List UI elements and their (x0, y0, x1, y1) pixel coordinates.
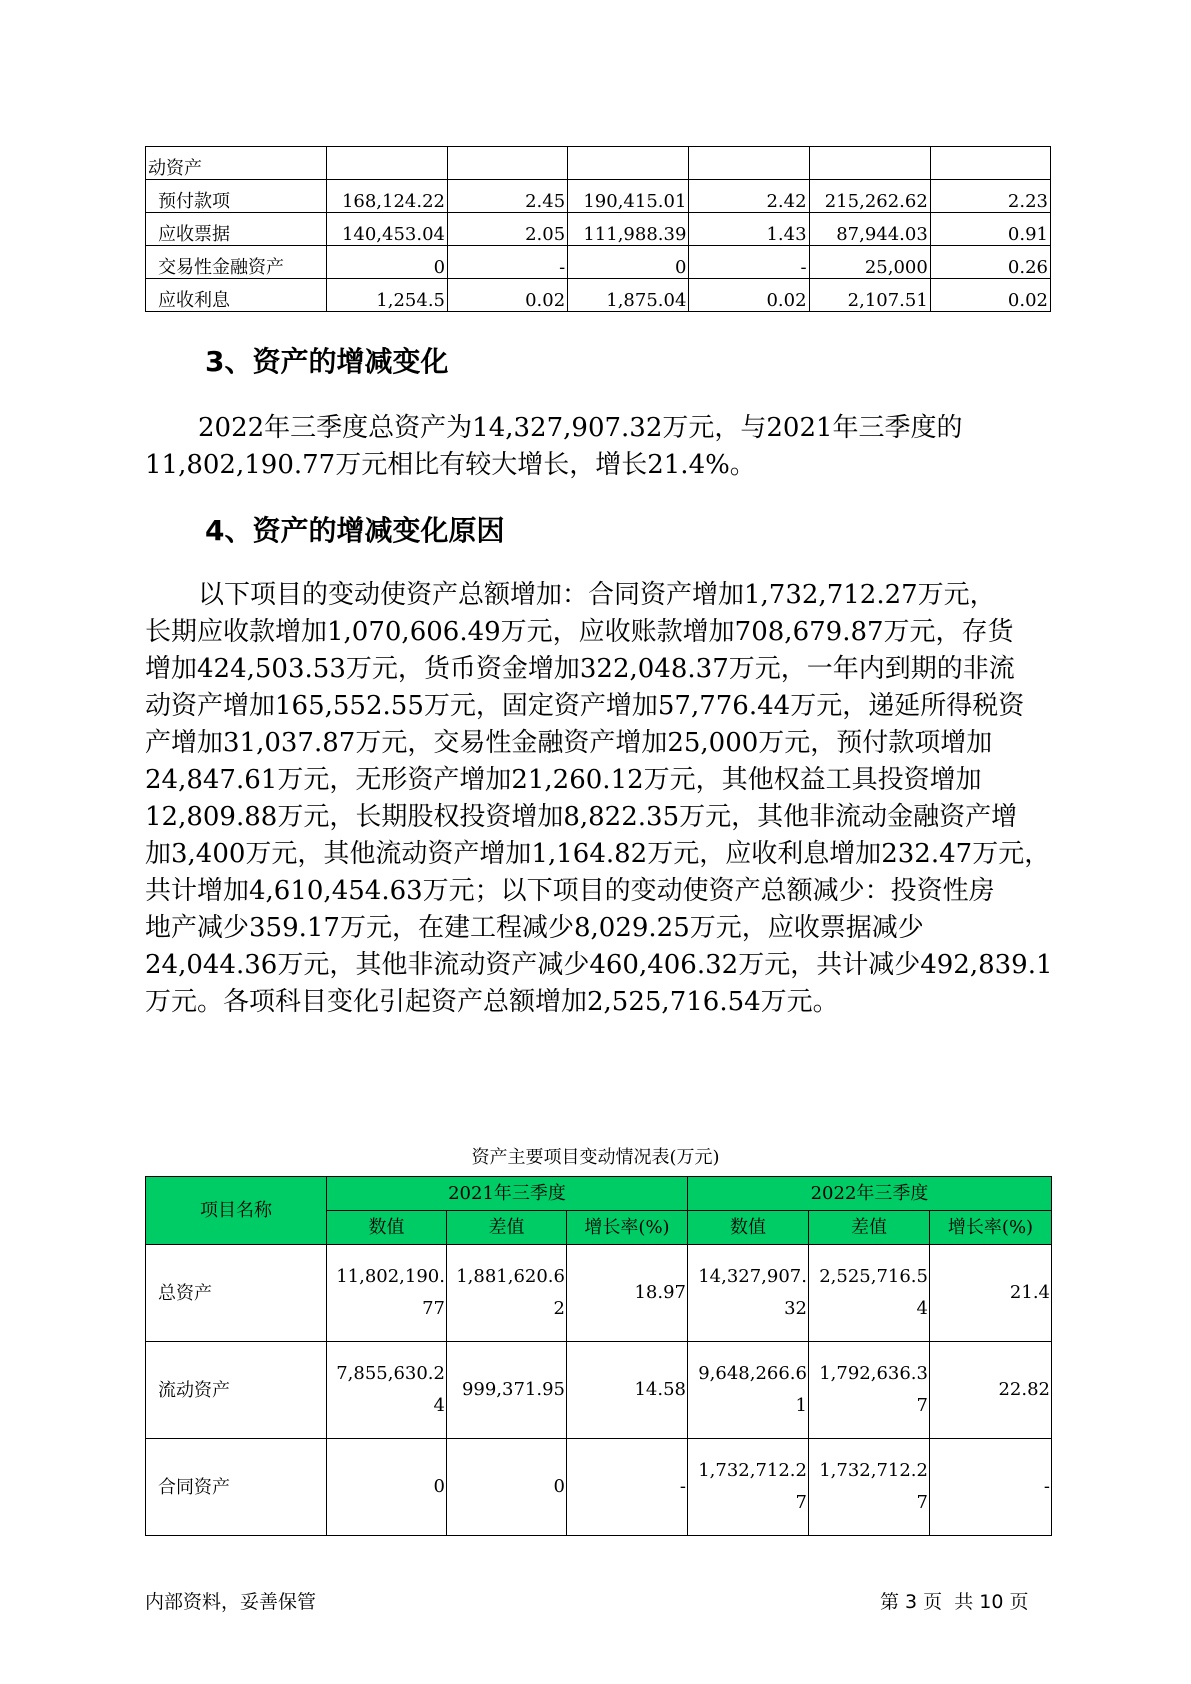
table-row (146, 1245, 1052, 1342)
row-label: 预付款项 (146, 180, 327, 213)
cell: 2.05 (448, 213, 568, 246)
section3-paragraph (145, 410, 1055, 484)
table-row (146, 1342, 1052, 1439)
cell: 0 (326, 246, 447, 279)
cell: - (930, 1439, 1052, 1536)
cell: 22.82 (930, 1342, 1052, 1439)
row-label: 合同资产 (146, 1439, 327, 1536)
header-value: 数值 (327, 1211, 447, 1245)
cell: 1,254.5 (326, 279, 447, 312)
cell (930, 147, 1050, 180)
table-row (146, 213, 1051, 246)
row-label: 交易性金融资产 (146, 246, 327, 279)
row-label: 总资产 (146, 1245, 327, 1342)
cell: 0.02 (930, 279, 1050, 312)
cell: 2.23 (930, 180, 1050, 213)
cell: 1,881,620.62 (447, 1245, 567, 1342)
header-diff: 差值 (809, 1211, 930, 1245)
cell: 1,732,712.27 (809, 1439, 930, 1536)
text-line: 11,802,190.77万元相比有较大增长，增长21.4%。 (145, 450, 756, 480)
cell: 87,944.03 (809, 213, 930, 246)
cell: 1,792,636.37 (809, 1342, 930, 1439)
cell (568, 147, 689, 180)
cell: - (689, 246, 809, 279)
table-row (146, 180, 1051, 213)
cell: 14.58 (567, 1342, 688, 1439)
cell: 21.4 (930, 1245, 1052, 1342)
cell: 0 (327, 1439, 447, 1536)
text-line: 产增加31,037.87万元，交易性金融资产增加25,000万元，预付款项增加 (145, 728, 993, 758)
cell (448, 147, 568, 180)
text-line: 加3,400万元，其他流动资产增加1,164.82万元，应收利息增加232.47万元， (145, 839, 1051, 869)
text-line: 24,044.36万元，其他非流动资产减少460,406.32万元，共计减少492,839.1 (145, 950, 1053, 980)
cell: 0.26 (930, 246, 1050, 279)
table-row (146, 147, 1051, 180)
text-line: 万元。各项科目变化引起资产总额增加2,525,716.54万元。 (145, 987, 839, 1017)
cell: 215,262.62 (809, 180, 930, 213)
cell: 0 (447, 1439, 567, 1536)
cell: 0 (568, 246, 689, 279)
cell: 18.97 (567, 1245, 688, 1342)
cell: 14,327,907.32 (688, 1245, 809, 1342)
text-line: 12,809.88万元，长期股权投资增加8,822.35万元，其他非流动金融资产增 (145, 802, 1018, 832)
header-item-name: 项目名称 (146, 1177, 327, 1245)
section4-paragraph (145, 577, 1055, 1021)
cell: 1,732,712.27 (688, 1439, 809, 1536)
cell: 2,525,716.54 (809, 1245, 930, 1342)
table-row (146, 279, 1051, 312)
text-line: 24,847.61万元，无形资产增加21,260.12万元，其他权益工具投资增加 (145, 765, 982, 795)
cell: 2.45 (448, 180, 568, 213)
row-label: 动资产 (146, 147, 327, 180)
cell: 1,875.04 (568, 279, 689, 312)
cell: 111,988.39 (568, 213, 689, 246)
cell: 1.43 (689, 213, 809, 246)
cell: 999,371.95 (447, 1342, 567, 1439)
row-label: 应收票据 (146, 213, 327, 246)
cell: 11,802,190.77 (327, 1245, 447, 1342)
text-line: 以下项目的变动使资产总额增加：合同资产增加1,732,712.27万元， (198, 580, 996, 610)
header-value: 数值 (688, 1211, 809, 1245)
cell: - (448, 246, 568, 279)
header-year-2021: 2021年三季度 (327, 1177, 688, 1211)
table-row (146, 246, 1051, 279)
text-line: 共计增加4,610,454.63万元；以下项目的变动使资产总额减少：投资性房 (145, 876, 995, 906)
cell: 190,415.01 (568, 180, 689, 213)
text-line: 长期应收款增加1,070,606.49万元，应收账款增加708,679.87万元，存货 (145, 617, 1014, 647)
cell: 0.02 (448, 279, 568, 312)
header-year-2022: 2022年三季度 (688, 1177, 1052, 1211)
cell: 25,000 (809, 246, 930, 279)
table-caption: 资产主要项目变动情况表(万元) (471, 1147, 720, 1168)
cell: - (567, 1439, 688, 1536)
cell (689, 147, 809, 180)
cell (809, 147, 930, 180)
row-label: 流动资产 (146, 1342, 327, 1439)
cell: 7,855,630.24 (327, 1342, 447, 1439)
cell: 168,124.22 (326, 180, 447, 213)
text-line: 动资产增加165,552.55万元，固定资产增加57,776.44万元，递延所得税资 (145, 691, 1025, 721)
row-label: 应收利息 (146, 279, 327, 312)
section-heading: 3、资产的增减变化 (205, 345, 449, 378)
cell: 140,453.04 (326, 213, 447, 246)
cell (326, 147, 447, 180)
cell: 0.02 (689, 279, 809, 312)
cell: 9,648,266.61 (688, 1342, 809, 1439)
asset-structure-table (145, 146, 1051, 312)
header-diff: 差值 (447, 1211, 567, 1245)
header-rate: 增长率(%) (567, 1211, 688, 1245)
table-row (146, 1439, 1052, 1536)
text-line: 增加424,503.53万元，货币资金增加322,048.37万元，一年内到期的非流 (145, 654, 1015, 684)
text-line: 2022年三季度总资产为14,327,907.32万元，与2021年三季度的 (198, 413, 963, 443)
section-heading: 4、资产的增减变化原因 (205, 514, 505, 547)
cell: 2.42 (689, 180, 809, 213)
cell: 2,107.51 (809, 279, 930, 312)
footer-page-number: 第 3 页 共 10 页 (880, 1591, 1029, 1613)
header-rate: 增长率(%) (930, 1211, 1052, 1245)
asset-change-table (145, 1176, 1052, 1536)
footer-confidential: 内部资料，妥善保管 (145, 1591, 317, 1613)
cell: 0.91 (930, 213, 1050, 246)
text-line: 地产减少359.17万元，在建工程减少8,029.25万元，应收票据减少 (145, 913, 924, 943)
